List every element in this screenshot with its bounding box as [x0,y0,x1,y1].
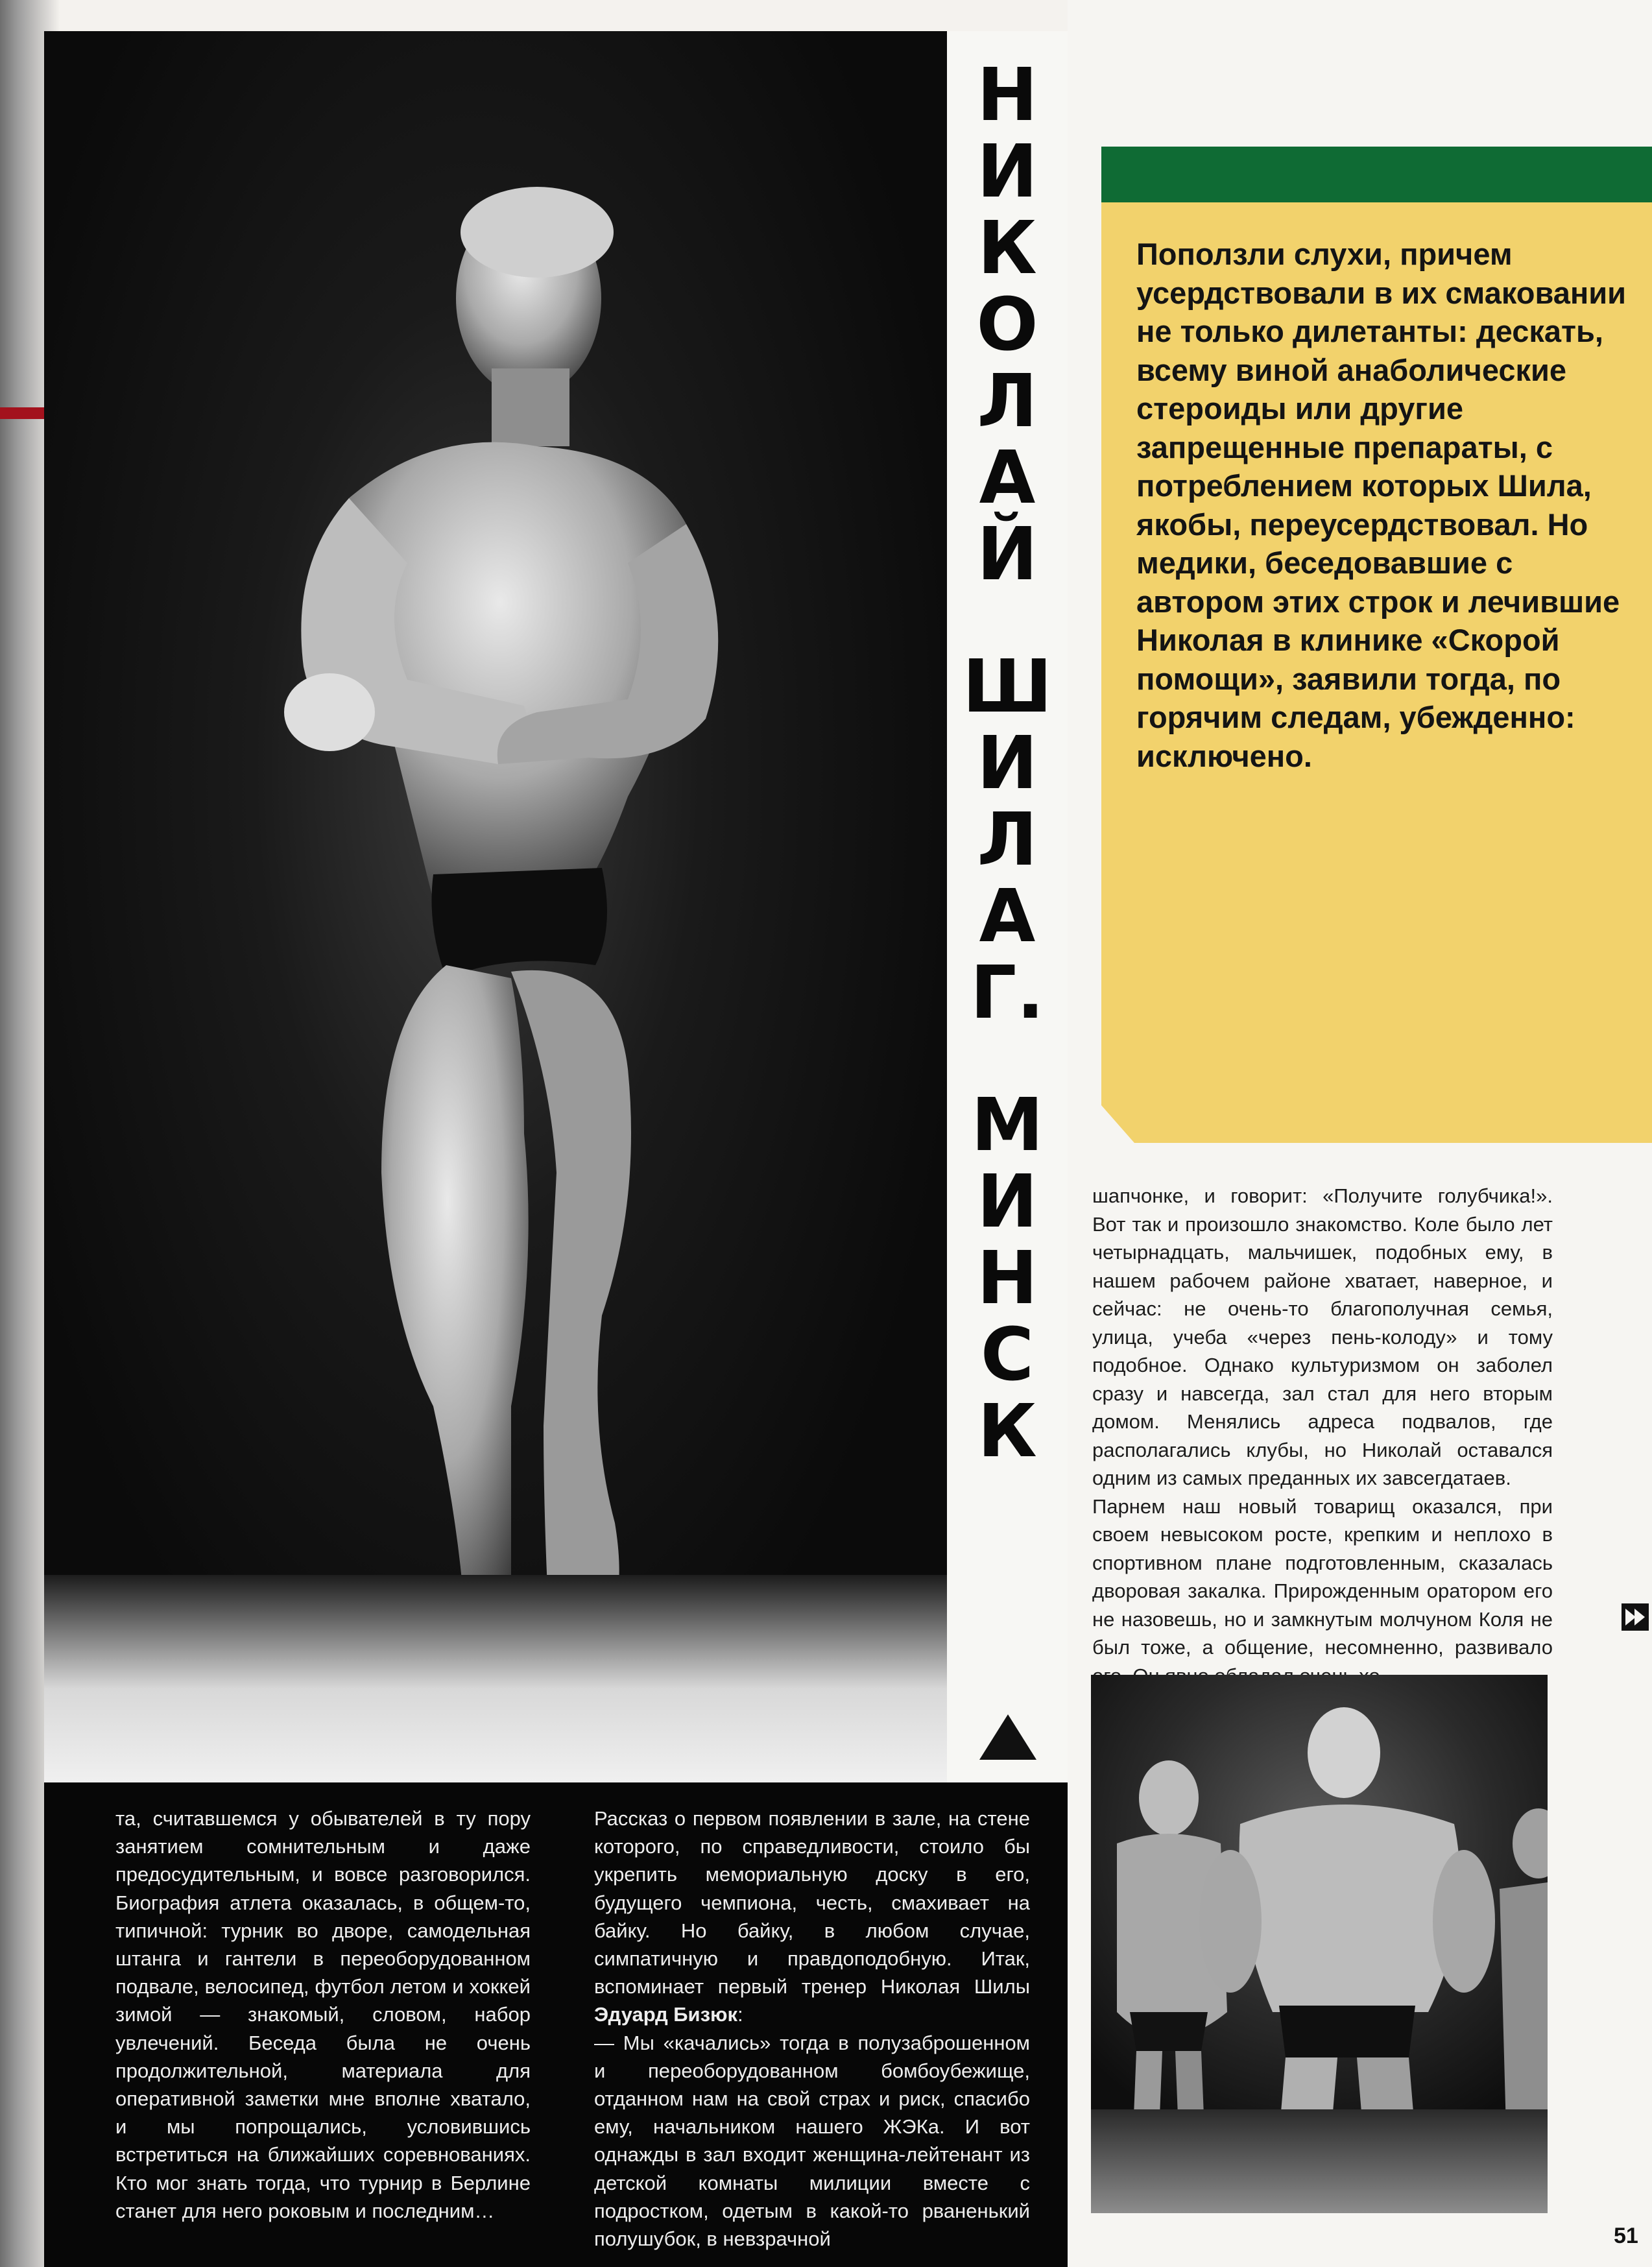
page-number: 51 [1614,2224,1638,2248]
banner-letter: Н [977,53,1038,138]
middle-paragraph-1-colon: : [737,2003,743,2026]
banner-letter: А [979,874,1036,959]
banner-letter: Ш [962,645,1053,729]
banner-letter: О [976,283,1038,367]
banner-letter: Л [977,798,1038,882]
green-header-bar [1101,147,1652,202]
competitors-group-photo [1091,1675,1548,2213]
banner-letter: К [977,206,1037,291]
banner-letter: К [977,1389,1037,1474]
triangle-marker-icon [979,1714,1036,1760]
banner-letter: Л [977,359,1038,444]
banner-letter: М [971,1083,1044,1168]
banner-letter: А [979,436,1036,520]
middle-article-column [594,1805,1030,2253]
middle-paragraph-2: — Мы «качались» тогда в полузаброшенном и переоборудованном бомбоубежище, отданном нам на свой страх и риск, спасибо ему, начальником нашего ЖЭКа. И вот однажды в зал входит женщина-лейтенант из детской комнаты милиции вместе с подростком, одетым в какой-то рваненький полушубок, в невзрачной [594,2031,1030,2251]
banner-letter: С [980,1313,1035,1397]
pull-quote-text: Поползли слухи, причем усердствовали в их смаковании не только дилетанты: дескать, всему виной анаболические стероиды или другие запрещенные препараты, с потреблением которых Шила, якобы, переусердствовал. Но медики, беседовавшие с автором этих строк и лечившие Николая в клинике «Скорой помощи», заявили тогда, по горячим следам, убежденно: исключено. [1136,237,1627,773]
banner-letters [947,53,1068,1474]
banner-letter: Й [977,512,1038,597]
banner-letter: Г. [970,951,1044,1035]
banner-letter: И [977,721,1038,806]
vertical-name-banner [947,31,1068,1782]
middle-paragraph-1-text: Рассказ о первом появлении в зале, на стене которого, по справедливости, стоило бы укрепить мемориальную доску в его, будущего чемпиона, честь, смахивает на байку. Но байку, в любом случае, симпатичную и правдоподобную. Итак, вспоминает первый тренер Николая Шилы [594,1807,1030,1998]
banner-letter: И [977,1160,1038,1244]
left-paragraph-1: та, считавшемся у обывателей в ту пору занятием сомнительным и даже предосудительным, и вовсе разговорился. Биография атлета оказалась, в общем-то, типичной: турник во дворе, самодельная штанга и гантели в переоборудованном подвале, велосипед, футбол летом и хоккей зимой — знакомый, словом, набор увлечений. Беседа была не очень продолжительной, материала для оперативной заметки мне вполне хватало, и мы попрощались, условившись встретиться на ближайших соревнованиях. Кто мог знать тогда, что турнир в Берлине станет для него роковым и последним… [115,1807,531,2222]
right-paragraph-2: Парнем наш новый товарищ оказался, при своем невысоком росте, крепким и неплохо в спортивном плане подготовленным, сказалась дворовая закалка. Прирожденным оратором его не назовешь, но и замкнутым молчуном Коля не был тоже, а общение, несомненно, развивало [1092,1494,1553,1659]
right-paragraph-1: шапчонке, и говорит: «Получите голубчика!». Вот так и произошло знакомство. Коле было лет четырнадцать, мальчишек, подобных ему, в нашем рабочем районе хватает, наверное, и сейчас: не очень-то благополучная семья, улица, учеба «через пень-колоду» и тому подобное. Однако культуризмом он заболел сразу и навсегда, зал стал для него вторым домом. Менялись адреса подвалов, где располагались клубы, но Николай оставался одним из самых преданных их завсегдатаев. [1092,1184,1553,1489]
banner-letter: И [977,130,1038,214]
stage-floor [44,1575,947,1782]
middle-paragraph-1 [594,1805,1030,2029]
bodybuilder-silhouette [44,31,947,1782]
bodybuilder-main-photo [44,31,947,1782]
left-article-column [115,1805,531,2225]
small-photo-floor [1091,2109,1548,2213]
trainer-name: Эдуард Бизюк [594,2003,737,2026]
banner-letter: Н [977,1236,1038,1321]
right-article-column [1092,1182,1553,1690]
continue-arrow-icon [1622,1603,1649,1631]
